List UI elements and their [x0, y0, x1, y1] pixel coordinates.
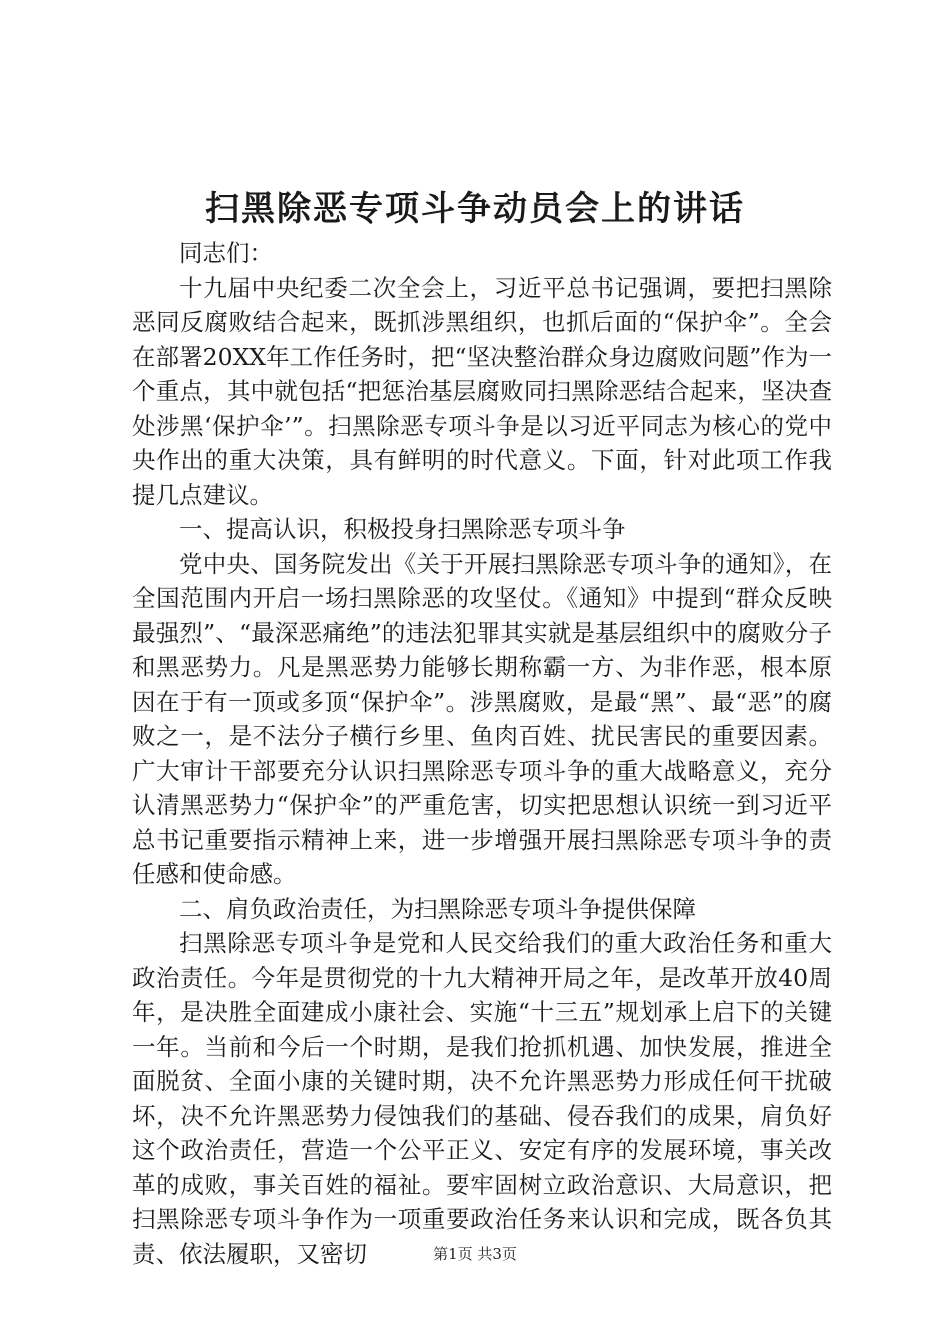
page-footer: 第1页 共3页 [433, 1245, 517, 1263]
section-heading-2: 二、肩负政治责任，为扫黑除恶专项斗争提供保障 [179, 894, 696, 923]
salutation: 同志们： [179, 239, 273, 267]
document-title: 扫黑除恶专项斗争动员会上的讲话 [205, 189, 745, 229]
document-body [132, 236, 832, 1271]
paragraph-section-1: 党中央、国务院发出《关于开展扫黑除恶专项斗争的通知》，在全国范围内开启一场扫黑除恶的攻坚仗。《通知》中提到“群众反映最强烈”、“最深恶痛绝”的违法犯罪其实就是基层组织中的腐败分子和黑恶势力。凡是黑恶势力能够长期称霸一方、为非作恶，根本原因在于有一顶或多顶“保护伞”。涉黑腐败，是最“黑”、最“恶”的腐败之一，是不法分子横行乡里、鱼肉百姓、扰民害民的重要因素。广大审计干部要充分认识扫黑除恶专项斗争的重大战略意义，充分认清黑恶势力“保护伞”的严重危害，切实把思想认识统一到习近平总书记重要指示精神上来，进一步增强开展扫黑除恶专项斗争的责任感和使命感。 [132, 549, 832, 888]
paragraph-intro: 十九届中央纪委二次全会上，习近平总书记强调，要把扫黑除恶同反腐败结合起来，既抓涉黑组织，也抓后面的“保护伞”。全会在部署20XX年工作任务时，把“坚决整治群众身边腐败问题”作为一个重点，其中就包括“把惩治基层腐败同扫黑除恶结合起来，坚决查处涉黑‘保护伞’”。扫黑除恶专项斗争是以习近平同志为核心的党中央作出的重大决策，具有鲜明的时代意义。下面，针对此项工作我提几点建议。 [132, 273, 832, 509]
section-heading-1: 一、提高认识，积极投身扫黑除恶专项斗争 [179, 515, 626, 543]
paragraph-section-2: 扫黑除恶专项斗争是党和人民交给我们的重大政治任务和重大政治责任。今年是贯彻党的十九大精神开局之年，是改革开放40周年，是决胜全面建成小康社会、实施“十三五”规划承上启下的关键一年。当前和今后一个时期，是我们抢抓机遇、加快发展，推进全面脱贫、全面小康的关键时期，决不允许黑恶势力形成任何干扰破坏，决不允许黑恶势力侵蚀我们的基础、侵吞我们的成果，肩负好这个政治责任，营造一个公平正义、安定有序的发展环境，事关改革的成败，事关百姓的福祉。要牢固树立政治意识、大局意识，把扫黑除恶专项斗争作为一项重要政治任务来认识和完成，既各负其责、依法履职，又密切 [132, 929, 832, 1268]
